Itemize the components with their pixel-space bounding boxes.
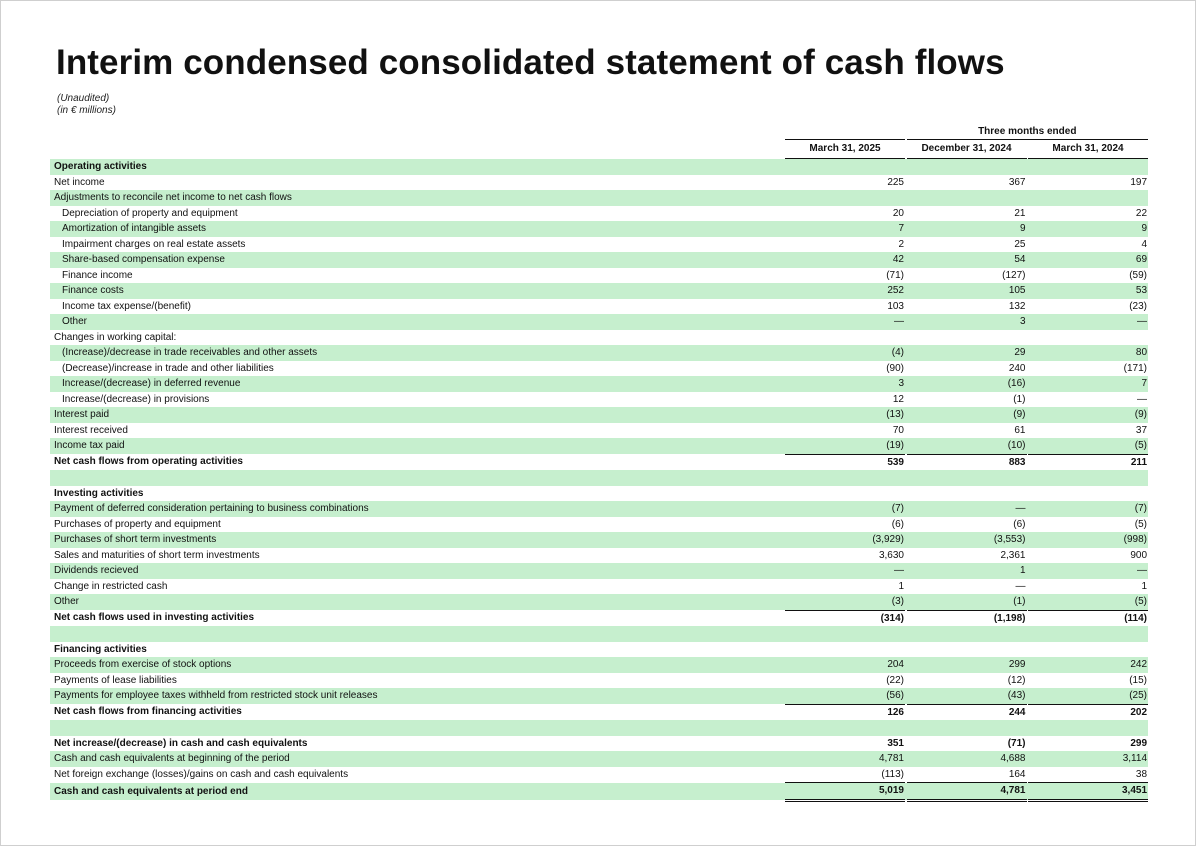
cell-value: [907, 486, 1027, 502]
cell-value: 900: [1130, 549, 1148, 561]
cell-value: [1028, 720, 1148, 736]
section-row: [50, 486, 1148, 502]
cell-value: 38: [1135, 768, 1148, 780]
cell-value: (6): [1013, 518, 1026, 530]
table-row: [50, 423, 1148, 439]
cell-value: (127): [1002, 269, 1026, 281]
cell-value: (15): [1129, 674, 1148, 686]
row-label: Increase/(decrease) in provisions: [62, 393, 210, 405]
row-label: Amortization of intangible assets: [50, 221, 785, 237]
cell-value: 20: [892, 207, 904, 219]
cell-value: [785, 159, 905, 175]
cell-value: [1028, 470, 1148, 486]
cell-value: 7: [785, 221, 905, 237]
cell-value: [785, 720, 905, 736]
cell-value: (59): [1129, 269, 1148, 281]
cell-value: 2,361: [1000, 549, 1026, 561]
cell-value: 883: [907, 454, 1027, 470]
cell-value: 126: [785, 704, 905, 720]
cell-value: [785, 642, 905, 658]
row-label: [50, 626, 785, 642]
cell-value: 1: [898, 580, 904, 592]
cell-value: 351: [887, 737, 904, 749]
cell-value: 1: [907, 563, 1027, 579]
cell-value: 4,781: [907, 783, 1027, 801]
cell-value: 9: [1028, 221, 1148, 237]
column-header: March 31, 2025: [785, 140, 905, 159]
cell-value: (12): [1007, 674, 1026, 686]
cell-value: 204: [785, 657, 905, 673]
cell-value: —: [1028, 563, 1148, 579]
cell-value: —: [1137, 393, 1148, 405]
cell-value: 9: [907, 221, 1027, 237]
cell-value: [907, 626, 1027, 642]
cell-value: 225: [887, 176, 904, 188]
table-row: [50, 299, 1148, 315]
cell-value: (113): [881, 768, 904, 780]
row-label: Other: [50, 314, 785, 330]
row-label: Change in restricted cash: [54, 580, 168, 592]
cell-value: 80: [1028, 345, 1148, 361]
cell-value: 4,781: [785, 751, 905, 767]
cell-value: 4: [1141, 238, 1148, 250]
header-group-row: [50, 125, 1148, 140]
cell-value: (90): [886, 362, 904, 374]
cell-value: (998): [1028, 532, 1148, 548]
cell-value: 69: [1028, 252, 1148, 268]
cell-value: —: [785, 314, 905, 330]
row-label: Changes in working capital:: [54, 331, 177, 343]
table-row: [50, 657, 1148, 673]
table-row: [50, 392, 1148, 408]
cell-value: [785, 486, 905, 502]
cell-value: 3,451: [1028, 783, 1148, 801]
cell-value: 240: [1008, 362, 1026, 374]
cell-value: [785, 190, 905, 206]
row-label: Payments of lease liabilities: [54, 674, 177, 686]
cell-value: 164: [1008, 768, 1026, 780]
row-label: Sales and maturities of short term investments: [54, 549, 260, 561]
table-row: [50, 579, 1148, 595]
table-row: [50, 688, 1148, 704]
cell-value: (5): [1134, 518, 1148, 530]
cell-value: (10): [907, 438, 1027, 454]
cell-value: —: [907, 501, 1027, 517]
cell-value: [907, 330, 1027, 346]
cell-value: [907, 642, 1027, 658]
cell-value: (22): [886, 674, 904, 686]
table-row: [50, 501, 1148, 517]
row-label: Depreciation of property and equipment: [62, 207, 238, 219]
cell-value: [1028, 330, 1148, 346]
row-label: (Increase)/decrease in trade receivables and other assets: [50, 345, 785, 361]
total-row: [50, 704, 1148, 720]
table-row: [50, 252, 1148, 268]
cell-value: 54: [907, 252, 1027, 268]
cell-value: (3,929): [785, 532, 905, 548]
row-label: Income tax paid: [50, 438, 785, 454]
table-row: [50, 532, 1148, 548]
table-row: [50, 206, 1148, 222]
table-row: [50, 438, 1148, 454]
table-row: [50, 407, 1148, 423]
cell-value: (3): [785, 594, 905, 610]
cell-value: [785, 470, 905, 486]
section-row: [50, 736, 1148, 752]
cell-value: (16): [907, 376, 1027, 392]
column-header-row: [50, 140, 1148, 159]
cell-value: 299: [1130, 737, 1148, 749]
cell-value: 197: [1130, 176, 1148, 188]
table-body: [50, 159, 1148, 801]
cell-value: (114): [1028, 610, 1148, 626]
cell-value: (6): [891, 518, 904, 530]
cell-value: 3: [907, 314, 1027, 330]
row-label: Purchases of short term investments: [50, 532, 785, 548]
table-row: [50, 751, 1148, 767]
cell-value: 61: [1014, 424, 1026, 436]
cell-value: 37: [1135, 424, 1148, 436]
cell-value: 3,630: [878, 549, 904, 561]
cell-value: (9): [907, 407, 1027, 423]
cell-value: (19): [785, 438, 905, 454]
row-label: Other: [50, 594, 785, 610]
cell-value: (25): [1028, 688, 1148, 704]
row-label: Purchases of property and equipment: [54, 518, 221, 530]
table-row: [50, 517, 1148, 533]
table-row: [50, 175, 1148, 191]
cell-value: 25: [1014, 238, 1026, 250]
spacer-row: [50, 720, 1148, 736]
cell-value: 5,019: [785, 783, 905, 801]
row-label: Cash and cash equivalents at period end: [50, 783, 785, 801]
row-label: [50, 720, 785, 736]
table-row: [50, 361, 1148, 377]
cell-value: (1,198): [907, 610, 1027, 626]
row-label: Net increase/(decrease) in cash and cash equivalents: [54, 737, 308, 749]
total-row: [50, 454, 1148, 470]
cell-value: (56): [785, 688, 905, 704]
cell-value: [1028, 626, 1148, 642]
cell-value: [1028, 190, 1148, 206]
table-row: [50, 594, 1148, 610]
cell-value: (1): [1013, 393, 1026, 405]
cell-value: (5): [1028, 594, 1148, 610]
table-row: [50, 314, 1148, 330]
cell-value: 105: [907, 283, 1027, 299]
row-label: Adjustments to reconcile net income to net cash flows: [50, 190, 785, 206]
row-label: Net foreign exchange (losses)/gains on cash and cash equivalents: [54, 768, 349, 780]
row-label: Cash and cash equivalents at beginning of the period: [50, 751, 785, 767]
row-label: Operating activities: [50, 159, 785, 175]
section-row: [50, 642, 1148, 658]
table-row: [50, 548, 1148, 564]
cell-value: 2: [898, 238, 904, 250]
cell-value: —: [785, 563, 905, 579]
cell-value: 42: [785, 252, 905, 268]
cell-value: (3,553): [907, 532, 1027, 548]
cash-flow-table: [50, 125, 1148, 802]
row-label: Payment of deferred consideration pertaining to business combinations: [50, 501, 785, 517]
cell-value: 211: [1028, 454, 1148, 470]
cell-value: 539: [785, 454, 905, 470]
cell-value: [907, 159, 1027, 175]
cell-value: (7): [785, 501, 905, 517]
cell-value: [785, 626, 905, 642]
cell-value: 53: [1028, 283, 1148, 299]
cell-value: 22: [1135, 207, 1148, 219]
cell-value: 242: [1028, 657, 1148, 673]
table-row: [50, 345, 1148, 361]
header-group-label: Three months ended: [907, 125, 1149, 140]
cell-value: 70: [892, 424, 904, 436]
cell-value: 244: [907, 704, 1027, 720]
cell-value: 103: [887, 300, 904, 312]
total-row: [50, 783, 1148, 801]
row-label: Increase/(decrease) in deferred revenue: [50, 376, 785, 392]
cell-value: (5): [1028, 438, 1148, 454]
cell-value: [907, 470, 1027, 486]
table-row: [50, 330, 1148, 346]
cell-value: —: [1015, 580, 1026, 592]
table-row: [50, 376, 1148, 392]
total-row: [50, 610, 1148, 626]
table-row: [50, 767, 1148, 783]
cell-value: 12: [892, 393, 904, 405]
cell-value: (4): [785, 345, 905, 361]
cell-value: 29: [907, 345, 1027, 361]
cell-value: (314): [785, 610, 905, 626]
row-label: Net cash flows used in investing activities: [54, 612, 255, 624]
cell-value: 202: [1028, 704, 1148, 720]
row-label: Income tax expense/(benefit): [62, 300, 191, 312]
unaudited-note: (Unaudited): [57, 93, 110, 104]
cell-value: (171): [1123, 362, 1148, 374]
cell-value: 21: [1014, 207, 1026, 219]
table-row: [50, 268, 1148, 284]
row-label: Proceeds from exercise of stock options: [50, 657, 785, 673]
cell-value: (9): [1028, 407, 1148, 423]
cell-value: [907, 720, 1027, 736]
row-label: Net income: [54, 176, 105, 188]
row-label: Impairment charges on real estate assets: [62, 238, 246, 250]
spacer-row: [50, 626, 1148, 642]
cell-value: 1: [1141, 580, 1148, 592]
cell-value: 4,688: [907, 751, 1027, 767]
row-label: Finance costs: [50, 283, 785, 299]
cell-value: (23): [1129, 300, 1148, 312]
cell-value: 7: [1028, 376, 1148, 392]
cell-value: 3: [785, 376, 905, 392]
cell-value: 132: [1008, 300, 1026, 312]
cell-value: (7): [1028, 501, 1148, 517]
row-label: Financing activities: [54, 643, 147, 655]
row-label: Finance income: [62, 269, 133, 281]
cell-value: (71): [886, 269, 904, 281]
row-label: Dividends recieved: [50, 563, 785, 579]
row-label: Investing activities: [54, 487, 144, 499]
currency-note: (in € millions): [57, 105, 116, 116]
row-label: Payments for employee taxes withheld from restricted stock unit releases: [50, 688, 785, 704]
table-row: [50, 283, 1148, 299]
row-label: Net cash flows from financing activities: [54, 706, 242, 718]
cell-value: (43): [907, 688, 1027, 704]
cell-value: (71): [1007, 737, 1026, 749]
row-label: Interest received: [54, 424, 128, 436]
row-label: (Decrease)/increase in trade and other liabilities: [62, 362, 274, 374]
row-label: Share-based compensation expense: [50, 252, 785, 268]
cell-value: (1): [907, 594, 1027, 610]
cell-value: [1028, 486, 1148, 502]
cell-value: —: [1028, 314, 1148, 330]
cell-value: 367: [1008, 176, 1026, 188]
cell-value: [1028, 642, 1148, 658]
table-row: [50, 237, 1148, 253]
table-row: [50, 673, 1148, 689]
table-row: [50, 221, 1148, 237]
column-header: March 31, 2024: [1028, 140, 1148, 159]
page-title: Interim condensed consolidated statement of cash flows: [56, 43, 1005, 82]
cell-value: [785, 330, 905, 346]
cell-value: 252: [785, 283, 905, 299]
cell-value: 299: [907, 657, 1027, 673]
cell-value: (13): [785, 407, 905, 423]
row-label: Net cash flows from operating activities: [54, 456, 243, 468]
table-row: [50, 190, 1148, 206]
cell-value: [1028, 159, 1148, 175]
table-row: [50, 563, 1148, 579]
spacer-row: [50, 470, 1148, 486]
row-label: Interest paid: [50, 407, 785, 423]
row-label: [50, 470, 785, 486]
section-row: [50, 159, 1148, 175]
cell-value: [907, 190, 1027, 206]
cell-value: 3,114: [1028, 751, 1148, 767]
column-header: December 31, 2024: [907, 140, 1027, 159]
